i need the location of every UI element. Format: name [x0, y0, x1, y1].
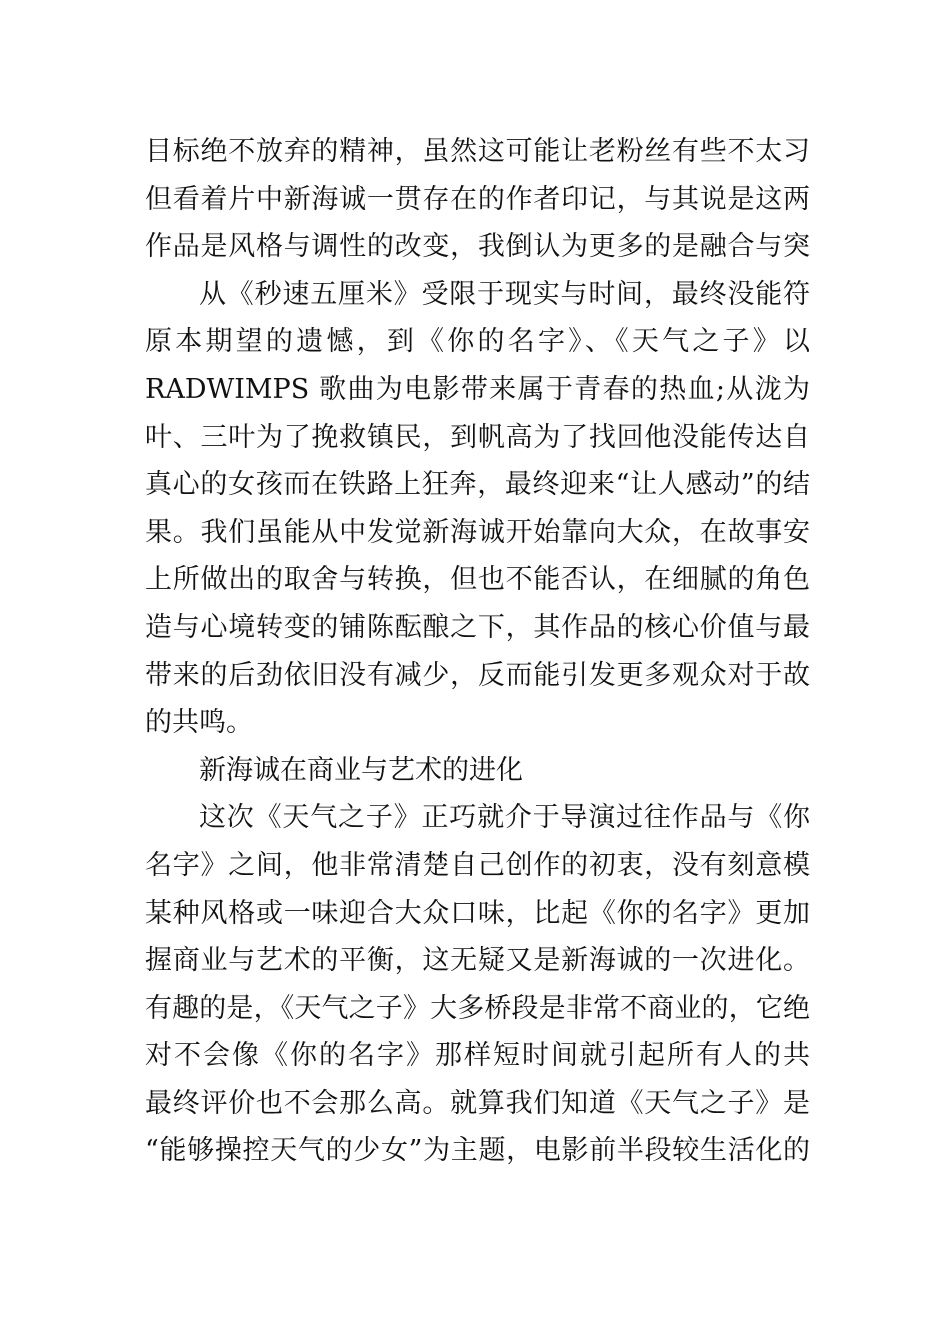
- paragraph-1-line-1: 目标绝不放弃的精神，虽然这可能让老粉丝有些不太习: [145, 136, 810, 167]
- paragraph-3-line-2: 名字》之间，他非常清楚自己创作的初衷，没有刻意模: [145, 849, 810, 881]
- paragraph-3-line-5: 有趣的是，《天气之子》大多桥段是非常不商业的，它绝: [145, 992, 810, 1024]
- paragraph-2-line-1: 从《秒速五厘米》受限于现实与时间，最终没能符: [199, 278, 810, 310]
- paragraph-2-line-7: 上所做出的取舍与转换，但也不能否认，在细腻的角色: [145, 564, 810, 596]
- paragraph-2-line-8: 造与心境转变的铺陈酝酿之下，其作品的核心价值与最: [145, 611, 810, 643]
- paragraph-3-line-7: 最终评价也不会那么高。就算我们知道《天气之子》是: [145, 1087, 810, 1119]
- paragraph-3-line-8: “能够操控天气的少女”为主题，电影前半段较生活化的: [145, 1135, 810, 1167]
- body-text: [145, 128, 810, 1175]
- paragraph-3-line-4: 握商业与艺术的平衡，这无疑又是新海诚的一次进化。: [145, 945, 810, 977]
- paragraph-3-line-3: 某种风格或一味迎合大众口味，比起《你的名字》更加: [145, 897, 810, 929]
- paragraph-3-line-1: 这次《天气之子》正巧就介于导演过往作品与《你: [199, 802, 810, 834]
- paragraph-1-line-3: 作品是风格与调性的改变，我倒认为更多的是融合与突: [145, 231, 810, 263]
- paragraph-3-line-6: 对不会像《你的名字》那样短时间就引起所有人的共: [145, 1040, 810, 1072]
- paragraph-2-line-10: 的共鸣。: [145, 707, 253, 739]
- paragraph-2-line-2: 原本期望的遗憾，到《你的名字》、《天气之子》以: [145, 326, 810, 358]
- section-heading: 新海诚在商业与艺术的进化: [199, 754, 523, 786]
- paragraph-2-line-6: 果。我们虽能从中发觉新海诚开始靠向大众，在故事安: [145, 516, 810, 548]
- paragraph-2-line-9: 带来的后劲依旧没有减少，反而能引发更多观众对于故: [145, 659, 810, 691]
- paragraph-2-line-3: RADWIMPS 歌曲为电影带来属于青春的热血;从泷为: [145, 373, 810, 405]
- paragraph-2-line-5: 真心的女孩而在铁路上狂奔，最终迎来“让人感动”的结: [145, 469, 810, 501]
- paragraph-1-line-2: 但看着片中新海诚一贯存在的作者印记，与其说是这两: [145, 183, 810, 215]
- paragraph-2-line-4: 叶、三叶为了挽救镇民，到帆高为了找回他没能传达自: [145, 421, 810, 453]
